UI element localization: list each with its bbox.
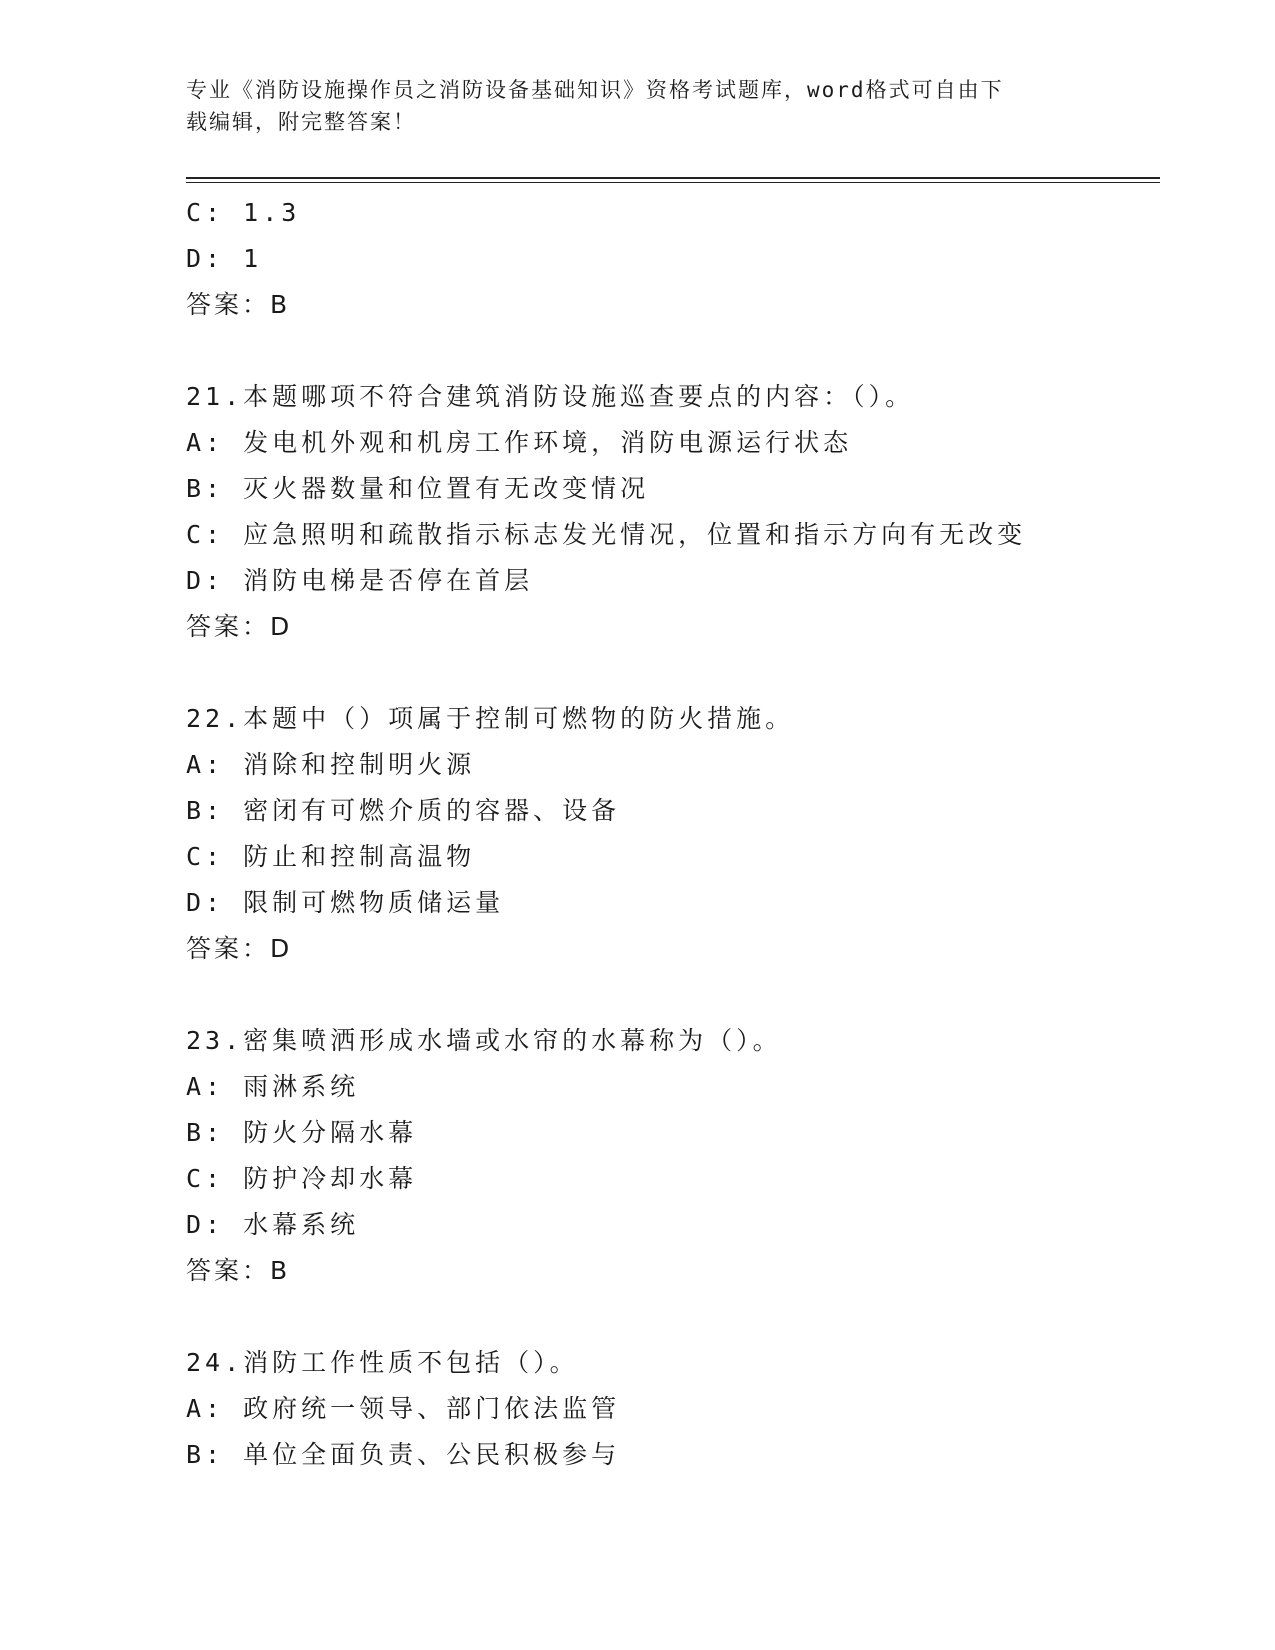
question-22 xyxy=(186,696,1166,972)
answer-line: 答案：D xyxy=(186,934,293,963)
option-c: C: 应急照明和疏散指示标志发光情况，位置和指示方向有无改变 xyxy=(186,520,1027,549)
option-a: A: 发电机外观和机房工作环境，消防电源运行状态 xyxy=(186,428,853,457)
option-b: B: 密闭有可燃介质的容器、设备 xyxy=(186,796,621,825)
question-23 xyxy=(186,1018,1166,1294)
header-divider-thick xyxy=(186,177,1160,179)
spacer xyxy=(186,1294,1166,1340)
option-d: D: 水幕系统 xyxy=(186,1210,360,1239)
option-c: C: 防止和控制高温物 xyxy=(186,842,476,871)
option-c: C: 防护冷却水幕 xyxy=(186,1164,418,1193)
question-stem: 22.本题中（）项属于控制可燃物的防火措施。 xyxy=(186,704,795,733)
option-a: A: 政府统一领导、部门依法监管 xyxy=(186,1394,621,1423)
question-stem: 23.密集喷洒形成水墙或水帘的水幕称为（）。 xyxy=(186,1026,782,1055)
header-line-1: 专业《消防设施操作员之消防设备基础知识》资格考试题库，word格式可自由下 xyxy=(186,78,1004,102)
option-d: D: 消防电梯是否停在首层 xyxy=(186,566,534,595)
option-b: B: 单位全面负责、公民积极参与 xyxy=(186,1440,621,1469)
option-d: D: 1 xyxy=(186,244,263,273)
question-list xyxy=(186,190,1166,1478)
header-line-2: 载编辑，附完整答案！ xyxy=(186,110,416,134)
answer-line: 答案：B xyxy=(186,290,291,319)
question-stem: 21.本题哪项不符合建筑消防设施巡查要点的内容：（）。 xyxy=(186,382,915,411)
spacer xyxy=(186,972,1166,1018)
question-stem: 24.消防工作性质不包括（）。 xyxy=(186,1348,579,1377)
option-b: B: 防火分隔水幕 xyxy=(186,1118,418,1147)
answer-line: 答案：D xyxy=(186,612,293,641)
answer-line: 答案：B xyxy=(186,1256,291,1285)
option-c: C: 1.3 xyxy=(186,198,301,227)
question-20-tail xyxy=(186,190,1166,328)
option-d: D: 限制可燃物质储运量 xyxy=(186,888,505,917)
header-divider-thin xyxy=(186,182,1160,183)
document-header xyxy=(186,74,1076,138)
spacer xyxy=(186,650,1166,696)
question-24 xyxy=(186,1340,1166,1478)
option-b: B: 灭火器数量和位置有无改变情况 xyxy=(186,474,650,503)
spacer xyxy=(186,328,1166,374)
option-a: A: 雨淋系统 xyxy=(186,1072,360,1101)
question-21 xyxy=(186,374,1166,650)
option-a: A: 消除和控制明火源 xyxy=(186,750,476,779)
